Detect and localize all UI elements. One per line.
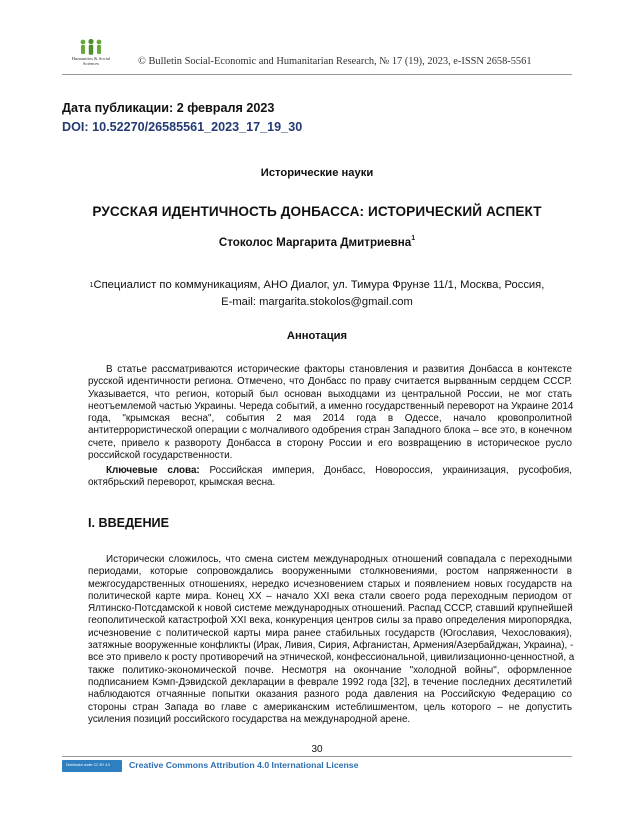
intro-line: затяжные вооруженные конфликты (Ирак, Ливия, Сирия, Афганистан, Армения/Азербайджан, Украина), -	[88, 640, 574, 652]
intro-line: исчезновение с политической карты мира ранее стабильных государств (Югославия, Чехословакия),	[88, 627, 572, 639]
abstract-line: счете, привело к развороту Донбасса в сторону России и его возвращению в историческое русло	[88, 437, 572, 449]
intro-line: политической карте мира. Конец XX – начало XXI века стали своего рода переходным периодом от	[88, 590, 572, 602]
keywords-line: октябрьский переворот, крымская весна.	[88, 477, 276, 489]
section-tag: Исторические науки	[260, 167, 374, 179]
intro-line: подписанием Кэмп-Дэвидской декларации в феврале 1992 года [32], в течение последних десятилетий	[88, 676, 572, 688]
intro-line: Ялтинско-Потсдамской к новой системе международных отношений. Распад СССР, ставший крупнейшей	[88, 603, 573, 615]
footer-divider	[62, 756, 572, 757]
cc-badge-text: Distributed under CC BY 4.0	[66, 763, 111, 767]
abstract-line: Указывается, что регион, который был основан выходцами из центральной России, не мог стать	[88, 388, 572, 400]
author-name	[0, 236, 634, 249]
introduction-text	[88, 554, 575, 726]
intro-line: периодами, которые сопровождались вооруженными столкновениями, ростом напряженности в	[88, 566, 572, 578]
affiliation-line	[62, 277, 572, 294]
author-name-text: Стоколос Маргарита Дмитриевна	[218, 236, 412, 249]
journal-logo	[62, 38, 120, 72]
people-logo-icon	[78, 38, 104, 56]
keywords-label: Ключевые слова:	[106, 465, 200, 476]
article-title: РУССКАЯ ИДЕНТИЧНОСТЬ ДОНБАССА: ИСТОРИЧЕСКИЙ АСПЕКТ	[92, 204, 542, 219]
cc-license-badge[interactable]	[62, 760, 122, 772]
page-number: 30	[311, 744, 323, 755]
introduction-heading: I. ВВЕДЕНИЕ	[88, 516, 170, 530]
abstract-text	[88, 364, 572, 462]
header-divider	[62, 74, 572, 75]
page-header	[0, 36, 634, 76]
abstract-heading: Аннотация	[286, 330, 348, 342]
abstract-line: русской идентичности региона. Отмечено, что Донбасс по праву считается вырванным сердцем СССР.	[88, 376, 572, 388]
doi-link[interactable]: DOI: 10.52270/26585561_2023_17_19_30	[62, 120, 303, 134]
author-affiliation	[62, 277, 572, 311]
intro-line: Исторически сложилось, что смена систем международных отношений совпадала с переходными	[106, 554, 572, 565]
intro-line: межгосударственных отношениях, нередко исчезновением старых и появлением новых государств на	[88, 578, 572, 590]
affiliation-text: Специалист по коммуникациям, АНО Диалог, ул. Тимура Фрунзе 11/1, Москва, Россия,	[93, 279, 545, 291]
affiliation-footnote-mark: 1	[89, 282, 94, 289]
keywords-values: Российская империя, Донбасс, Новороссия, украинизация, русофобия,	[209, 465, 572, 476]
keywords	[88, 465, 572, 490]
abstract-line: В статье рассматриваются исторические факторы становления и развития Донбасса в контексте	[106, 364, 572, 375]
logo-caption-line1: Humanities & Social	[71, 56, 111, 61]
intro-line: также политико-экономической почве. Несмотря на окончание "холодной войны", оформленное	[88, 664, 572, 676]
abstract-line: российской государственности.	[88, 450, 233, 462]
author-footnote-mark: 1	[411, 235, 416, 242]
logo-caption-line2: Sciences	[82, 61, 100, 66]
publication-date: Дата публикации: 2 февраля 2023	[62, 101, 275, 115]
intro-line: все это привело к росту противоречий на этнической, конфессиональной, цивилизационно-ценностной, а	[88, 652, 575, 664]
abstract-line: антитеррористической операции с молчаливого одобрения стран Западного блока – все это, в конечном	[88, 425, 572, 437]
license-link[interactable]: Creative Commons Attribution 4.0 International License	[129, 760, 359, 770]
abstract-line: неотъемлемой частью Украины. Череда событий, а именно государственный переворот на Украине 2014	[88, 400, 574, 412]
intro-line: стороны стран Запада во главе с американским истеблишментом, цель которого – не допустить	[88, 701, 572, 713]
intro-line: усиления позиций российского государства на международной арене.	[88, 713, 411, 725]
intro-line: наблюдаются отчаянные попытки оказания разного рода давления на Российскую Федерацию со	[88, 689, 572, 701]
keywords-line	[88, 465, 572, 477]
intro-line: геополитической катастрофой XXI века, конкуренция центров силы за право определения миропорядка,	[88, 615, 572, 627]
author-email[interactable]: E-mail: margarita.stokolos@gmail.com	[221, 296, 413, 308]
abstract-line: года, "крымская весна", события 2 мая 2014 года в Одессе, начало кровопролитной	[88, 413, 572, 425]
journal-citation: © Bulletin Social-Economic and Humanitarian Research, № 17 (19), 2023, e-ISSN 2658-5561	[138, 56, 532, 67]
